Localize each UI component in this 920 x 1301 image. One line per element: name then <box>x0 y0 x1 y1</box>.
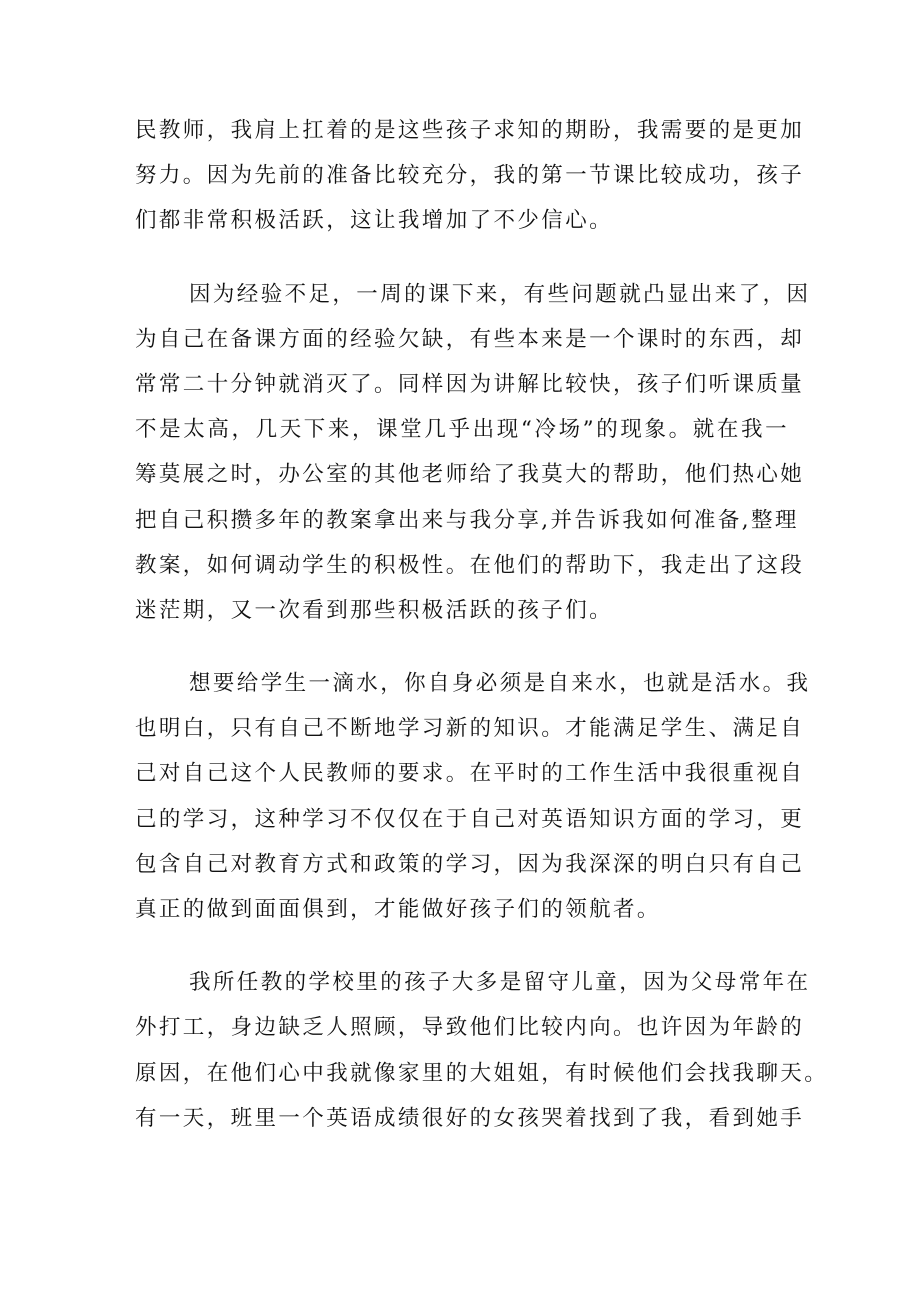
paragraph-gap <box>135 244 789 272</box>
text-line: 包含自己对教育方式和政策的学习，因为我深深的明白只有自己 <box>135 851 805 877</box>
document-body <box>135 108 829 1141</box>
text-line: 们都非常积极活跃，这让我增加了不少信心。 <box>135 208 614 234</box>
paragraph-gap <box>135 932 789 960</box>
text-line: 因为经验不足，一周的课下来，有些问题就凸显出来了，因 <box>189 281 811 307</box>
text-line: 努力。因为先前的准备比较充分，我的第一节课比较成功，孩子 <box>135 163 805 189</box>
text-line: 原因，在他们心中我就像家里的大姐姐，有时候他们会找我聊天。 <box>135 1060 829 1086</box>
paragraph-4 <box>135 960 829 1141</box>
text-line: 筹莫展之时，办公室的其他老师给了我莫大的帮助，他们热心她 <box>135 462 805 488</box>
text-line: 不是太高，几天下来，课堂几乎出现“冷场”的现象。就在我一 <box>135 417 789 443</box>
text-line: 为自己在备课方面的经验欠缺，有些本来是一个课时的东西，却 <box>135 326 805 352</box>
text-line: 也明白，只有自己不断地学习新的知识。才能满足学生、满足自 <box>135 716 805 742</box>
paragraph-3 <box>135 661 811 932</box>
text-line: 外打工，身边缺乏人照顾，导致他们比较内向。也许因为年龄的 <box>135 1015 805 1041</box>
text-line: 迷茫期，又一次看到那些积极活跃的孩子们。 <box>135 597 614 623</box>
text-line: 常常二十分钟就消灭了。同样因为讲解比较快，孩子们听课质量 <box>135 371 805 397</box>
paragraph-1 <box>135 108 805 244</box>
text-line: 己的学习，这种学习不仅仅在于自己对英语知识方面的学习，更 <box>135 806 805 832</box>
text-line: 己对自己这个人民教师的要求。在平时的工作生活中我很重视自 <box>135 761 805 787</box>
text-line: 教案，如何调动学生的积极性。在他们的帮助下，我走出了这段 <box>135 552 805 578</box>
text-line: 把自己积攒多年的教案拿出来与我分享,并告诉我如何准备,整理 <box>135 507 799 533</box>
text-line: 有一天，班里一个英语成绩很好的女孩哭着找到了我，看到她手 <box>135 1105 805 1131</box>
text-line: 真正的做到面面俱到，才能做好孩子们的领航者。 <box>135 897 661 922</box>
paragraph-gap <box>135 633 789 661</box>
text-line: 我所任教的学校里的孩子大多是留守儿童，因为父母常年在 <box>189 970 811 996</box>
text-line: 想要给学生一滴水，你自身必须是自来水，也就是活水。我 <box>189 671 811 697</box>
paragraph-2 <box>135 272 811 634</box>
text-line: 民教师，我肩上扛着的是这些孩子求知的期盼，我需要的是更加 <box>135 118 805 143</box>
